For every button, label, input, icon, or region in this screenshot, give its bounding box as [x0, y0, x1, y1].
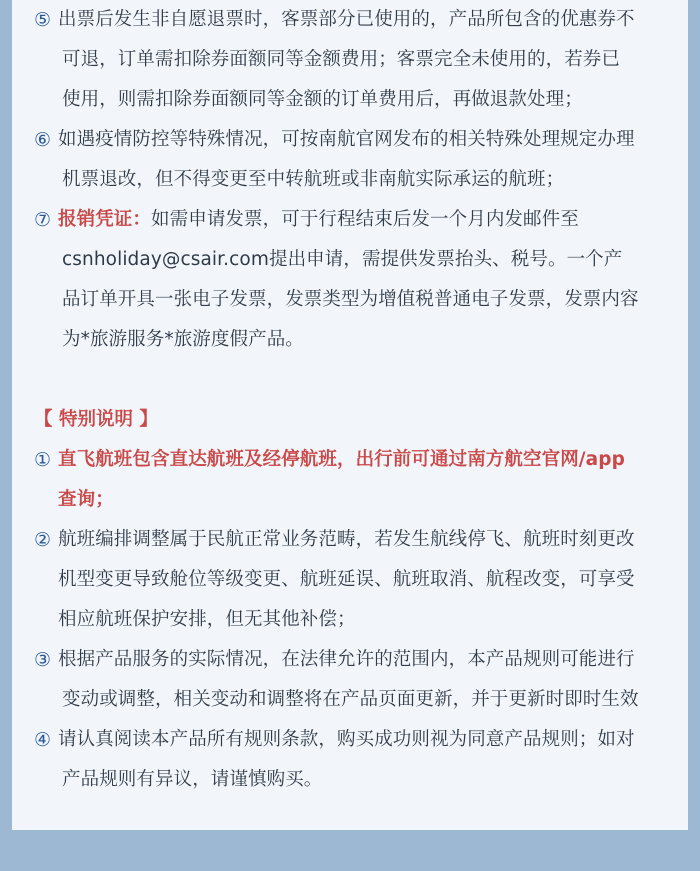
- rule-text-line: [34, 200, 684, 240]
- rule-text-line: 查询；: [58, 489, 114, 510]
- item-number: ⑤: [34, 9, 52, 31]
- item-number: ⑦: [34, 209, 52, 231]
- refund-rule-5: [34, 0, 684, 120]
- special-note-3: [34, 640, 684, 720]
- rule-text-line: 航班编排调整属于民航正常业务范畴，若发生航线停飞、航班时刻更改: [58, 529, 635, 550]
- rule-text-line: 出票后发生非自愿退票时，客票部分已使用的，产品所包含的优惠券不: [58, 9, 635, 30]
- refund-rule-7: [34, 200, 684, 360]
- rule-text-line: 使用，则需扣除券面额同等金额的订单费用后，再做退款处理；: [62, 89, 583, 110]
- invoice-label: 报销凭证：: [58, 209, 152, 230]
- rule-text-line: 变动或调整，相关变动和调整将在产品页面更新，并于更新时即时生效: [62, 689, 639, 710]
- special-notes-heading: 【 特别说明 】: [34, 409, 158, 430]
- rule-text-line: csnholiday@csair.com提出申请，需提供发票抬头、税号。一个产: [62, 249, 623, 270]
- rule-text-line: 请认真阅读本产品所有规则条款，购买成功则视为同意产品规则；如对: [58, 729, 635, 750]
- rule-text-line: 产品规则有异议，请谨慎购买。: [62, 769, 323, 790]
- rule-text-line: 可退，订单需扣除券面额同等金额费用；客票完全未使用的，若券已: [62, 49, 621, 70]
- special-note-1: [34, 440, 684, 520]
- item-number: ②: [34, 529, 52, 551]
- item-number: ③: [34, 649, 52, 671]
- rule-text-line: 为*旅游服务*旅游度假产品。: [62, 329, 304, 350]
- rule-text-line: 相应航班保护安排，但无其他补偿；: [58, 609, 356, 630]
- rule-text-line: 根据产品服务的实际情况，在法律允许的范围内，本产品规则可能进行: [58, 649, 635, 670]
- refund-rule-6: [34, 120, 684, 200]
- rule-text-line: 如遇疫情防控等特殊情况，可按南航官网发布的相关特殊处理规定办理: [58, 129, 635, 150]
- rule-text-line: 直飞航班包含直达航班及经停航班，出行前可通过南方航空官网/app: [58, 449, 625, 470]
- rules-card: [12, 0, 688, 830]
- rule-text-line: 机票退改，但不得变更至中转航班或非南航实际承运的航班；: [62, 169, 565, 190]
- invoice-text: 如需申请发票，可于行程结束后发一个月内发邮件至: [151, 209, 579, 230]
- rule-text-line: 品订单开具一张电子发票，发票类型为增值税普通电子发票，发票内容: [62, 289, 639, 310]
- special-note-4: [34, 720, 684, 800]
- rule-text-line: 机型变更导致舱位等级变更、航班延误、航班取消、航程改变，可享受: [58, 569, 635, 590]
- special-note-2: [34, 520, 684, 640]
- item-number: ⑥: [34, 129, 52, 151]
- item-number: ④: [34, 729, 52, 751]
- item-number: ①: [34, 449, 52, 471]
